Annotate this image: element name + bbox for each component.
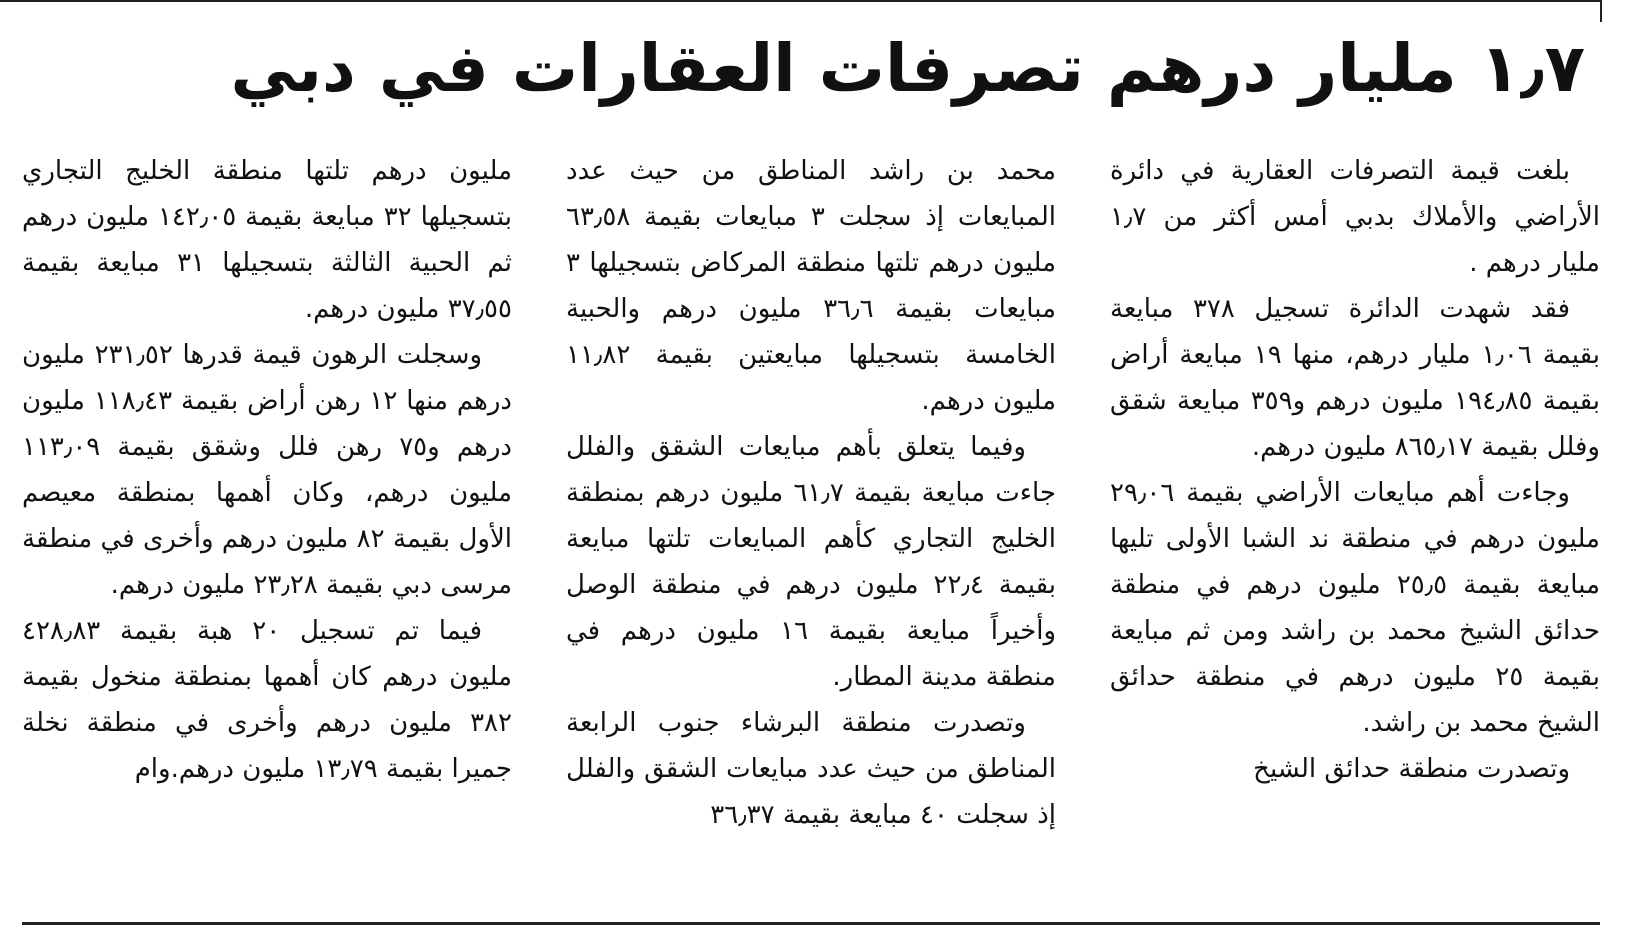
top-rule	[0, 0, 1600, 8]
paragraph: بلغت قيمة التصرفات العقارية في دائرة الأراضي والأملاك بدبي أمس أكثر من ١٫٧ مليار درهم .	[1110, 156, 1600, 278]
column-2	[566, 148, 1056, 918]
paragraph: وفيما يتعلق بأهم مبايعات الشقق والفلل جاءت مبايعة بقيمة ٦١٫٧ مليون درهم بمنطقة الخليج التجاري كأهم المبايعات تلتها مبايعة بقيمة ٢٢٫٤ مليون درهم في منطقة الوصل وأخيراً مبايعة بقيمة ١٦ مليون درهم في منطقة مدينة المطار.	[566, 432, 1056, 692]
paragraph: مليون درهم تلتها منطقة الخليج التجاري بتسجيلها ٣٢ مبايعة بقيمة ١٤٢٫٠٥ مليون درهم ثم الحبية الثالثة بتسجيلها ٣١ مبايعة بقيمة ٣٧٫٥٥ مليون درهم.	[22, 156, 512, 324]
right-rule	[1600, 0, 1602, 22]
paragraph: فقد شهدت الدائرة تسجيل ٣٧٨ مبايعة بقيمة ١٫٠٦ مليار درهم، منها ١٩ مبايعة أراض بقيمة ١٩٤٫٨٥ مليون درهم و٣٥٩ مبايعة شقق وفلل بقيمة ٨٦٥٫١٧ مليون درهم.	[1110, 294, 1600, 462]
paragraph: وجاءت أهم مبايعات الأراضي بقيمة ٢٩٫٠٦ مليون درهم في منطقة ند الشبا الأولى تليها مبايعة بقيمة ٢٥٫٥ مليون درهم في منطقة حدائق الشيخ محمد بن راشد ومن ثم مبايعة بقيمة ٢٥ مليون درهم في منطقة حدائق الشيخ محمد بن راشد.	[1110, 478, 1600, 738]
column-3	[22, 148, 512, 918]
column-1	[1110, 148, 1600, 918]
paragraph: وتصدرت منطقة البرشاء جنوب الرابعة المناطق من حيث عدد مبايعات الشقق والفلل إذ سجلت ٤٠ مبايعة بقيمة ٣٦٫٣٧	[566, 708, 1056, 830]
article-headline: ١٫٧ مليار درهم تصرفات العقارات في دبي	[230, 30, 1585, 107]
paragraph: وتصدرت منطقة حدائق الشيخ	[1253, 754, 1570, 784]
paragraph: وسجلت الرهون قيمة قدرها ٢٣١٫٥٢ مليون درهم منها ١٢ رهن أراض بقيمة ١١٨٫٤٣ مليون درهم و٧٥ رهن فلل وشقق بقيمة ١١٣٫٠٩ مليون درهم، وكان أهمها بمنطقة معيصم الأول بقيمة ٨٢ مليون درهم وأخرى في منطقة مرسى دبي بقيمة ٢٣٫٢٨ مليون درهم.	[22, 340, 512, 600]
article-body	[22, 148, 1600, 918]
bottom-rule	[22, 922, 1600, 925]
paragraph: محمد بن راشد المناطق من حيث عدد المبايعات إذ سجلت ٣ مبايعات بقيمة ٦٣٫٥٨ مليون درهم تلتها منطقة المركاض بتسجيلها ٣ مبايعات بقيمة ٣٦٫٦ مليون درهم والحبية الخامسة بتسجيلها مبايعتين بقيمة ١١٫٨٢ مليون درهم.	[566, 156, 1056, 416]
paragraph: فيما تم تسجيل ٢٠ هبة بقيمة ٤٢٨٫٨٣ مليون درهم كان أهمها بمنطقة منخول بقيمة ٣٨٢ مليون درهم وأخرى في منطقة نخلة جميرا بقيمة ١٣٫٧٩ مليون درهم.وام	[22, 616, 512, 784]
